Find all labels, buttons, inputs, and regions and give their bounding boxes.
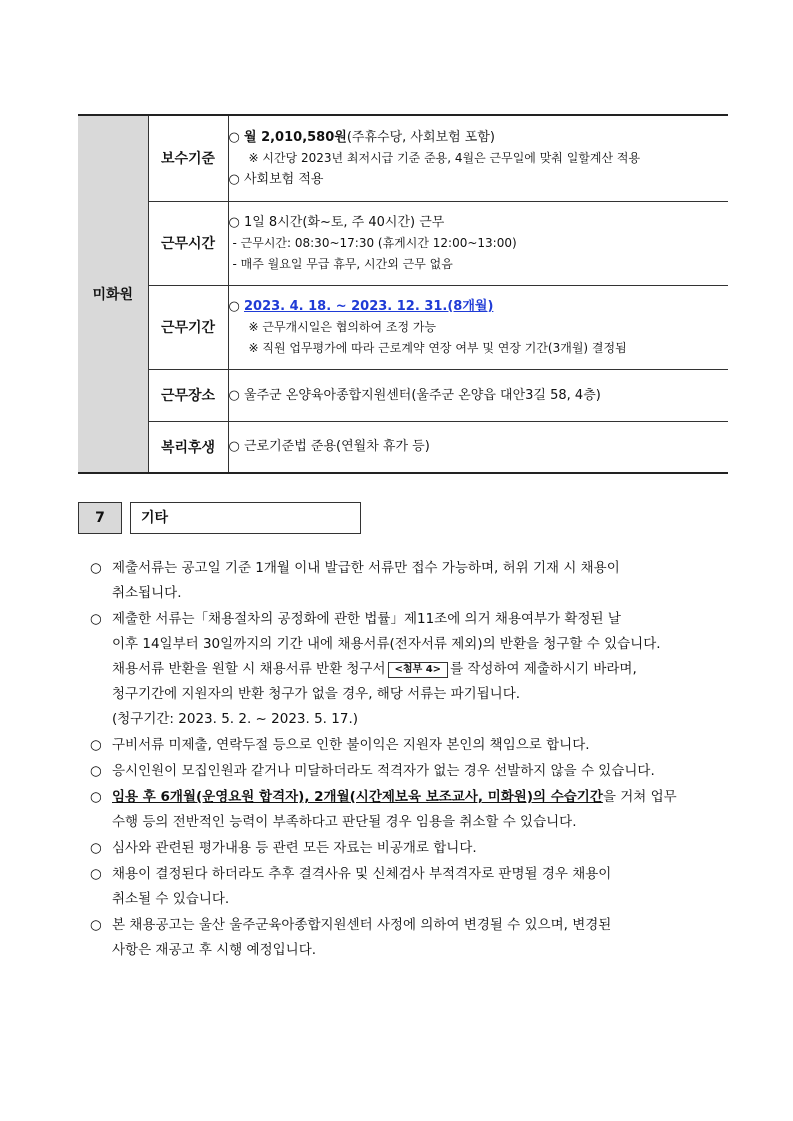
- note-text: 심사와 관련된 평가내용 등 관련 모든 자료는 비공개로 합니다.: [112, 840, 477, 856]
- hours-header: 근무시간: [148, 201, 228, 285]
- period-line-3: ※ 직원 업무평가에 따라 근로계약 연장 여부 및 연장 기간(3개월) 결정됨: [248, 340, 627, 355]
- salary-insurance: ○ 사회보험 적용: [228, 171, 324, 187]
- place-header: 근무장소: [148, 369, 228, 421]
- salary-remark: ※ 시간당 2023년 최저시급 기준 준용, 4월은 근무일에 맞춰 일할계산 적용: [248, 150, 641, 165]
- welfare-line: ○ 근로기준법 준용(연월차 휴가 등): [228, 439, 430, 455]
- note-text: 본 채용공고는 울산 울주군육아종합지원센터 사정에 의하여 변경될 수 있으며, 변경된: [112, 917, 612, 933]
- salary-content: [228, 115, 728, 201]
- hours-content: [228, 201, 728, 285]
- period-header: 근무기간: [148, 285, 228, 369]
- section-number: 7: [78, 502, 122, 534]
- hours-line-1: ○ 1일 8시간(화~토, 주 40시간) 근무: [228, 214, 445, 230]
- note-text: 를 작성하여 제출하시기 바라며,: [450, 661, 637, 677]
- list-item: [90, 785, 730, 835]
- hours-line-3: - 매주 월요일 무급 휴무, 시간외 근무 없음: [232, 256, 453, 271]
- bullet: ○: [228, 129, 240, 145]
- attachment-label: <첨부 4>: [388, 662, 449, 678]
- bullet: ○: [90, 840, 102, 856]
- notes-list: [90, 556, 730, 964]
- bullet: ○: [90, 611, 102, 627]
- note-text: 채용서류 반환을 원할 시 채용서류 반환 청구서: [112, 661, 386, 677]
- note-text: 수행 등의 전반적인 능력이 부족하다고 판단될 경우 임용을 취소할 수 있습니다.: [112, 814, 577, 830]
- welfare-content: [228, 421, 728, 473]
- bullet: ○: [90, 917, 102, 933]
- note-text: 을 거쳐 업무: [602, 789, 677, 805]
- note-text: 취소됩니다.: [112, 585, 182, 601]
- list-item: [90, 836, 730, 861]
- place-line: ○ 울주군 온양육아종합지원센터(울주군 온양읍 대안3길 58, 4층): [228, 387, 601, 403]
- note-text: (청구기간: 2023. 5. 2. ~ 2023. 5. 17.): [112, 711, 359, 727]
- bullet: ○: [90, 789, 102, 805]
- bullet: ○: [90, 866, 102, 882]
- note-text: 구비서류 미제출, 연락두절 등으로 인한 불이익은 지원자 본인의 책임으로 합니다.: [112, 737, 590, 753]
- note-text: 취소될 수 있습니다.: [112, 891, 230, 907]
- list-item: [90, 733, 730, 758]
- probation-text: 임용 후 6개월(운영요원 합격자), 2개월(시간제보육 보조교사, 미화원)의 수습기간: [112, 789, 603, 805]
- list-item: [90, 759, 730, 784]
- bullet: ○: [90, 737, 102, 753]
- place-content: [228, 369, 728, 421]
- note-text: 이후 14일부터 30일까지의 기간 내에 채용서류(전자서류 제외)의 반환을 청구할 수 있습니다.: [112, 636, 661, 652]
- salary-note: (주휴수당, 사회보험 포함): [346, 129, 495, 145]
- period-line-2: ※ 근무개시일은 협의하여 조정 가능: [248, 319, 437, 334]
- list-item: [90, 913, 730, 963]
- bullet: ○: [228, 298, 240, 314]
- bullet: ○: [90, 560, 102, 576]
- employment-conditions-table: [78, 114, 728, 474]
- note-text: 사항은 재공고 후 시행 예정입니다.: [112, 942, 317, 958]
- welfare-header: 복리후생: [148, 421, 228, 473]
- note-text: 제출서류는 공고일 기준 1개월 이내 발급한 서류만 접수 가능하며, 허위 기재 시 채용이: [112, 560, 620, 576]
- hours-line-2: - 근무시간: 08:30~17:30 (휴게시간 12:00~13:00): [232, 235, 517, 250]
- note-text: 응시인원이 모집인원과 같거나 미달하더라도 적격자가 없는 경우 선발하지 않을 수 있습니다.: [112, 763, 655, 779]
- group-label: 미화원: [78, 115, 148, 473]
- period-dates-link[interactable]: 2023. 4. 18. ~ 2023. 12. 31.(8개월): [243, 298, 494, 314]
- section-title: 기타: [130, 502, 361, 534]
- salary-header: 보수기준: [148, 115, 228, 201]
- note-text: 채용이 결정된다 하더라도 추후 결격사유 및 신체검사 부적격자로 판명될 경우 채용이: [112, 866, 612, 882]
- note-text: 청구기간에 지원자의 반환 청구가 없을 경우, 해당 서류는 파기됩니다.: [112, 686, 521, 702]
- list-item: [90, 862, 730, 912]
- list-item: [90, 607, 730, 732]
- list-item: [90, 556, 730, 606]
- note-text: 제출한 서류는「채용절차의 공정화에 관한 법률」제11조에 의거 채용여부가 확정된 날: [112, 611, 621, 627]
- period-content: [228, 285, 728, 369]
- bullet: ○: [90, 763, 102, 779]
- salary-amount: 월 2,010,580원: [243, 129, 347, 145]
